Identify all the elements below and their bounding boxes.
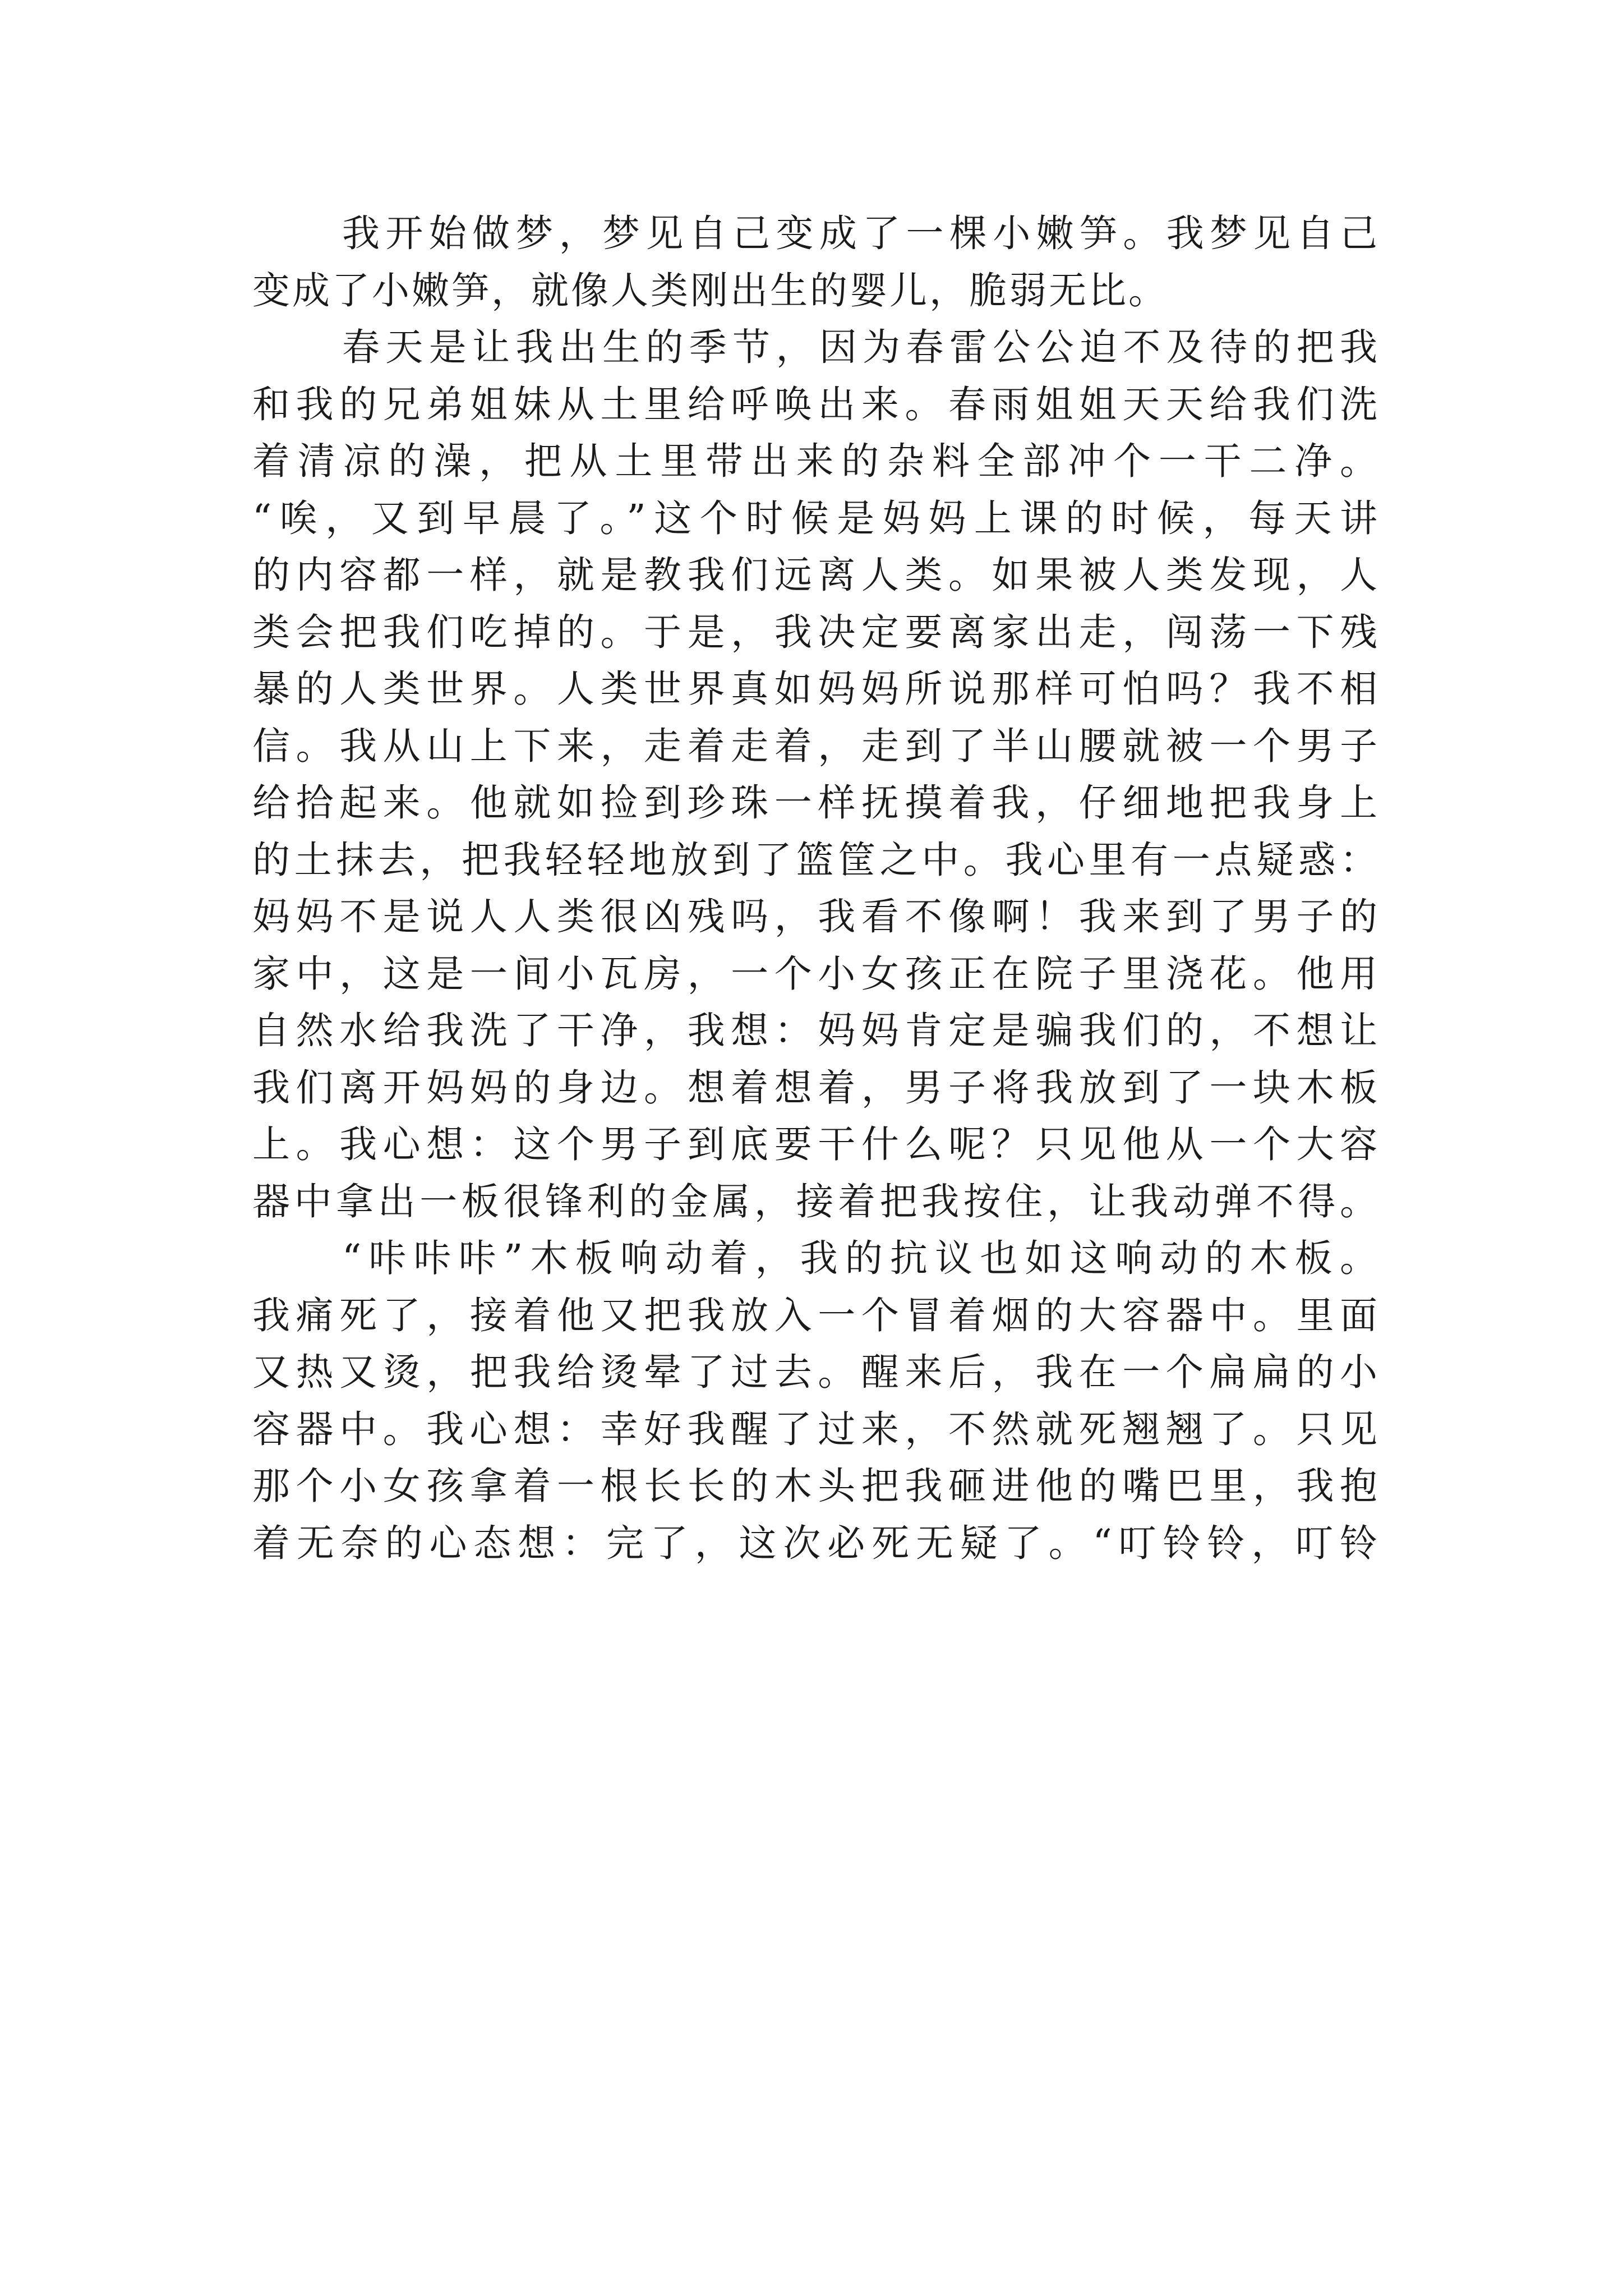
text-line: 的内容都一样，就是教我们远离人类。如果被人类发现，人	[252, 553, 1380, 597]
text-line: 妈妈不是说人人类很凶残吗，我看不像啊！我来到了男子的	[252, 895, 1380, 938]
text-line: 家中，这是一间小瓦房，一个小女孩正在院子里浇花。他用	[252, 951, 1380, 996]
text-line: 的土抹去，把我轻轻地放到了篮筐之中。我心里有一点疑惑：	[252, 838, 1380, 882]
text-line: 和我的兄弟姐妹从土里给呼唤出来。春雨姐姐天天给我们洗	[252, 382, 1380, 426]
text-line: 变成了小嫩笋，就像人类刚出生的婴儿，脆弱无比。	[252, 268, 1168, 312]
text-line: 春天是让我出生的季节，因为春雷公公迫不及待的把我	[342, 325, 1380, 369]
text-line: “咔咔咔”木板响动着，我的抗议也如这响动的木板。	[342, 1236, 1380, 1280]
story-text	[252, 205, 1380, 1572]
text-line: 那个小女孩拿着一根长长的木头把我砸进他的嘴巴里，我抱	[252, 1464, 1380, 1508]
text-line: 暴的人类世界。人类世界真如妈妈所说那样可怕吗？我不相	[252, 667, 1380, 711]
text-line: 自然水给我洗了干净，我想：妈妈肯定是骗我们的，不想让	[252, 1009, 1380, 1052]
text-line: 我开始做梦，梦见自己变成了一棵小嫩笋。我梦见自己	[342, 211, 1380, 255]
text-line: 上。我心想：这个男子到底要干什么呢？只见他从一个大容	[252, 1122, 1380, 1166]
text-line: 类会把我们吃掉的。于是，我决定要离家出走，闯荡一下残	[252, 610, 1380, 654]
text-line: 器中拿出一板很锋利的金属，接着把我按住，让我动弹不得。	[252, 1179, 1380, 1223]
text-line: 又热又烫，把我给烫晕了过去。醒来后，我在一个扁扁的小	[252, 1350, 1380, 1394]
text-line: 我痛死了，接着他又把我放入一个冒着烟的大容器中。里面	[252, 1293, 1380, 1337]
text-line: 给拾起来。他就如捡到珍珠一样抚摸着我，仔细地把我身上	[252, 781, 1380, 825]
text-line: 我们离开妈妈的身边。想着想着，男子将我放到了一块木板	[252, 1065, 1380, 1110]
text-line: “唉，又到早晨了。”这个时候是妈妈上课的时候，每天讲	[252, 496, 1380, 540]
text-line: 着清凉的澡，把从土里带出来的杂料全部冲个一干二净。	[252, 439, 1380, 483]
text-line: 容器中。我心想：幸好我醒了过来，不然就死翘翘了。只见	[252, 1407, 1380, 1451]
text-line: 信。我从山上下来，走着走着，走到了半山腰就被一个男子	[252, 724, 1380, 768]
text-line: 着无奈的心态想：完了，这次必死无疑了。“叮铃铃，叮铃	[252, 1521, 1380, 1565]
